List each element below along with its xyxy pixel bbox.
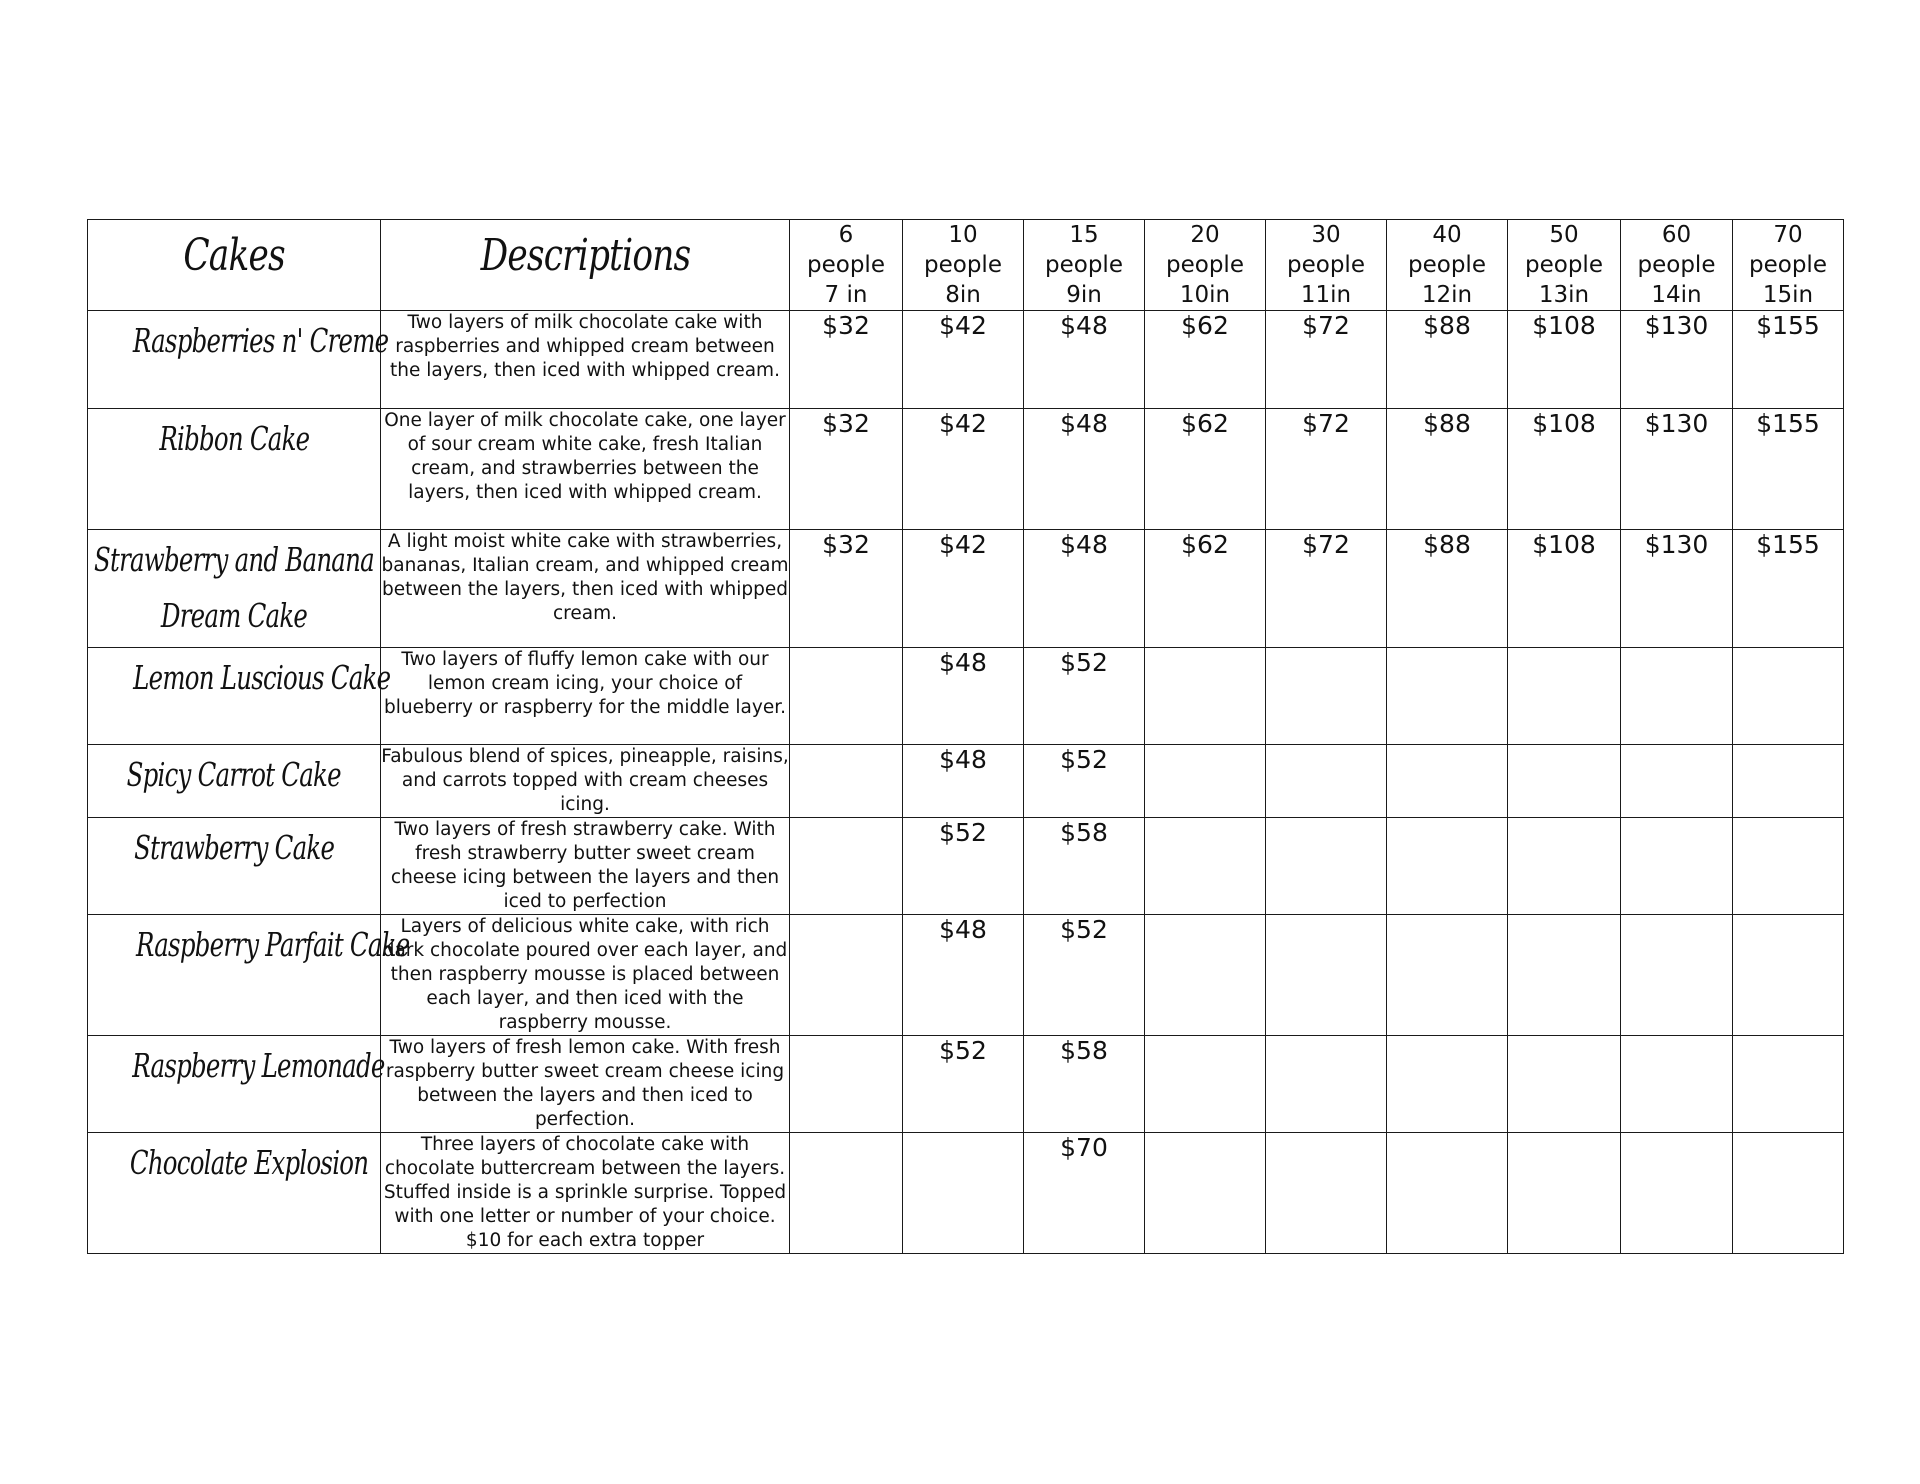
price-cell: $48 <box>903 648 1024 745</box>
cake-name-cell <box>88 311 389 409</box>
price-cell: $52 <box>1024 648 1145 745</box>
price-cell: $58 <box>1024 1036 1145 1133</box>
cake-description: Two layers of fluffy lemon cake with our lemon cream icing, your choice of blueberry or raspberry for the middle layer. <box>381 648 790 745</box>
price-cell: $62 <box>1145 311 1266 409</box>
price-cell <box>1733 648 1844 745</box>
price-cell: $48 <box>1024 530 1145 648</box>
price-cell <box>1145 1133 1266 1254</box>
cake-name-cell <box>88 648 391 745</box>
cake-name-cell <box>88 915 410 1036</box>
header-row <box>88 220 1844 311</box>
price-cell <box>1145 648 1266 745</box>
price-cell <box>790 915 903 1036</box>
cake-name: Ribbon Cake <box>158 419 310 458</box>
cake-description: Fabulous blend of spices, pineapple, raisins, and carrots topped with cream cheeses icing. <box>381 745 790 818</box>
cake-name-cell <box>88 1133 381 1254</box>
price-cell <box>1621 1133 1733 1254</box>
size-header-6: 6 people 7 in <box>790 220 903 311</box>
cake-description: Two layers of milk chocolate cake with raspberries and whipped cream between the layers, then iced with whipped cream. <box>381 311 790 409</box>
size-header-20: 20 people 10in <box>1145 220 1266 311</box>
price-cell <box>1621 648 1733 745</box>
price-cell: $72 <box>1266 409 1387 530</box>
price-cell: $108 <box>1508 311 1621 409</box>
price-cell <box>1266 745 1387 818</box>
size-header-70: 70 people 15in <box>1733 220 1844 311</box>
price-cell <box>1508 818 1621 915</box>
cake-name: Strawberry and Banana Dream Cake <box>94 540 374 635</box>
price-cell: $42 <box>903 311 1024 409</box>
cake-name-cell <box>88 818 381 915</box>
cakes-header: Cakes <box>88 220 381 311</box>
cake-name: Chocolate Explosion <box>129 1143 369 1182</box>
price-cell <box>1733 915 1844 1036</box>
price-cell: $32 <box>790 409 903 530</box>
cake-name: Strawberry Cake <box>133 828 335 867</box>
table-row <box>88 745 1844 818</box>
price-cell: $155 <box>1733 530 1844 648</box>
price-cell <box>1733 1133 1844 1254</box>
cake-name: Raspberries n' Creme <box>132 321 389 360</box>
price-cell <box>1621 818 1733 915</box>
price-cell: $130 <box>1621 530 1733 648</box>
table-row <box>88 311 1844 409</box>
price-cell <box>1508 1036 1621 1133</box>
price-cell <box>1733 1036 1844 1133</box>
price-cell: $52 <box>903 818 1024 915</box>
price-cell <box>1145 1036 1266 1133</box>
price-cell <box>1145 818 1266 915</box>
price-cell: $62 <box>1145 530 1266 648</box>
cake-description: Layers of delicious white cake, with rich dark chocolate poured over each layer, and then raspberry mousse is placed between each layer, and then iced with the raspberry mousse. <box>381 915 790 1036</box>
price-cell <box>1621 745 1733 818</box>
price-cell <box>1145 745 1266 818</box>
price-cell <box>903 1133 1024 1254</box>
price-cell <box>1266 818 1387 915</box>
cake-description: Three layers of chocolate cake with chocolate buttercream between the layers. Stuffed inside is a sprinkle surprise. Topped with one letter or number of your choice. $10 for each extra topper <box>381 1133 790 1254</box>
price-cell: $32 <box>790 530 903 648</box>
price-cell <box>1508 745 1621 818</box>
table-row <box>88 409 1844 530</box>
cake-name-cell <box>88 530 381 648</box>
price-cell: $72 <box>1266 311 1387 409</box>
price-cell: $48 <box>903 915 1024 1036</box>
price-cell <box>1508 915 1621 1036</box>
price-cell <box>1733 745 1844 818</box>
cake-name: Raspberry Lemonade <box>132 1046 385 1085</box>
table-row <box>88 1133 1844 1254</box>
price-cell: $32 <box>790 311 903 409</box>
table-row <box>88 1036 1844 1133</box>
size-header-30: 30 people 11in <box>1266 220 1387 311</box>
price-cell <box>1266 915 1387 1036</box>
price-cell: $52 <box>1024 915 1145 1036</box>
price-cell: $108 <box>1508 530 1621 648</box>
price-cell <box>1266 648 1387 745</box>
size-header-40: 40 people 12in <box>1387 220 1508 311</box>
cake-description: One layer of milk chocolate cake, one layer of sour cream white cake, fresh Italian cream, and strawberries between the layers, then iced with whipped cream. <box>381 409 790 530</box>
table-row <box>88 915 1844 1036</box>
size-header-50: 50 people 13in <box>1508 220 1621 311</box>
price-cell <box>1508 648 1621 745</box>
price-cell <box>790 745 903 818</box>
price-cell <box>1508 1133 1621 1254</box>
price-cell: $155 <box>1733 409 1844 530</box>
price-cell: $42 <box>903 530 1024 648</box>
price-cell: $88 <box>1387 409 1508 530</box>
price-cell <box>1621 1036 1733 1133</box>
cake-name-cell <box>88 409 381 530</box>
price-cell <box>1387 818 1508 915</box>
cake-name-cell <box>88 1036 385 1133</box>
size-header-10: 10 people 8in <box>903 220 1024 311</box>
price-cell: $72 <box>1266 530 1387 648</box>
cake-description: Two layers of fresh lemon cake. With fresh raspberry butter sweet cream cheese icing between the layers and then iced to perfection. <box>381 1036 790 1133</box>
price-cell <box>1621 915 1733 1036</box>
price-cell <box>1266 1133 1387 1254</box>
price-cell <box>1387 745 1508 818</box>
price-cell <box>790 818 903 915</box>
price-cell: $130 <box>1621 311 1733 409</box>
table-row <box>88 648 1844 745</box>
price-cell: $48 <box>903 745 1024 818</box>
price-cell <box>790 1133 903 1254</box>
price-cell <box>790 1036 903 1133</box>
price-cell: $48 <box>1024 409 1145 530</box>
cake-description: A light moist white cake with strawberries, bananas, Italian cream, and whipped cream between the layers, then iced with whipped cream. <box>381 530 790 648</box>
price-cell: $58 <box>1024 818 1145 915</box>
price-cell <box>1387 1036 1508 1133</box>
price-cell <box>1387 915 1508 1036</box>
cake-name-cell <box>88 745 381 818</box>
price-cell: $88 <box>1387 530 1508 648</box>
cake-name: Raspberry Parfait Cake <box>136 925 410 964</box>
price-cell: $155 <box>1733 311 1844 409</box>
table-body <box>88 311 1844 1254</box>
price-cell <box>1145 915 1266 1036</box>
size-header-15: 15 people 9in <box>1024 220 1145 311</box>
cake-name: Spicy Carrot Cake <box>126 755 342 794</box>
price-cell: $108 <box>1508 409 1621 530</box>
cake-name: Lemon Luscious Cake <box>133 658 391 697</box>
size-header-60: 60 people 14in <box>1621 220 1733 311</box>
price-cell: $88 <box>1387 311 1508 409</box>
price-cell <box>790 648 903 745</box>
price-cell: $62 <box>1145 409 1266 530</box>
price-cell <box>1266 1036 1387 1133</box>
price-cell: $42 <box>903 409 1024 530</box>
cake-description: Two layers of fresh strawberry cake. With fresh strawberry butter sweet cream cheese icing between the layers and then iced to perfection <box>381 818 790 915</box>
descriptions-header: Descriptions <box>381 220 790 311</box>
price-cell: $52 <box>1024 745 1145 818</box>
cake-price-table <box>87 219 1844 1254</box>
price-cell: $48 <box>1024 311 1145 409</box>
table-row <box>88 818 1844 915</box>
price-cell <box>1387 1133 1508 1254</box>
table-row <box>88 530 1844 648</box>
price-cell: $130 <box>1621 409 1733 530</box>
price-cell: $70 <box>1024 1133 1145 1254</box>
price-cell <box>1387 648 1508 745</box>
price-cell: $52 <box>903 1036 1024 1133</box>
price-cell <box>1733 818 1844 915</box>
